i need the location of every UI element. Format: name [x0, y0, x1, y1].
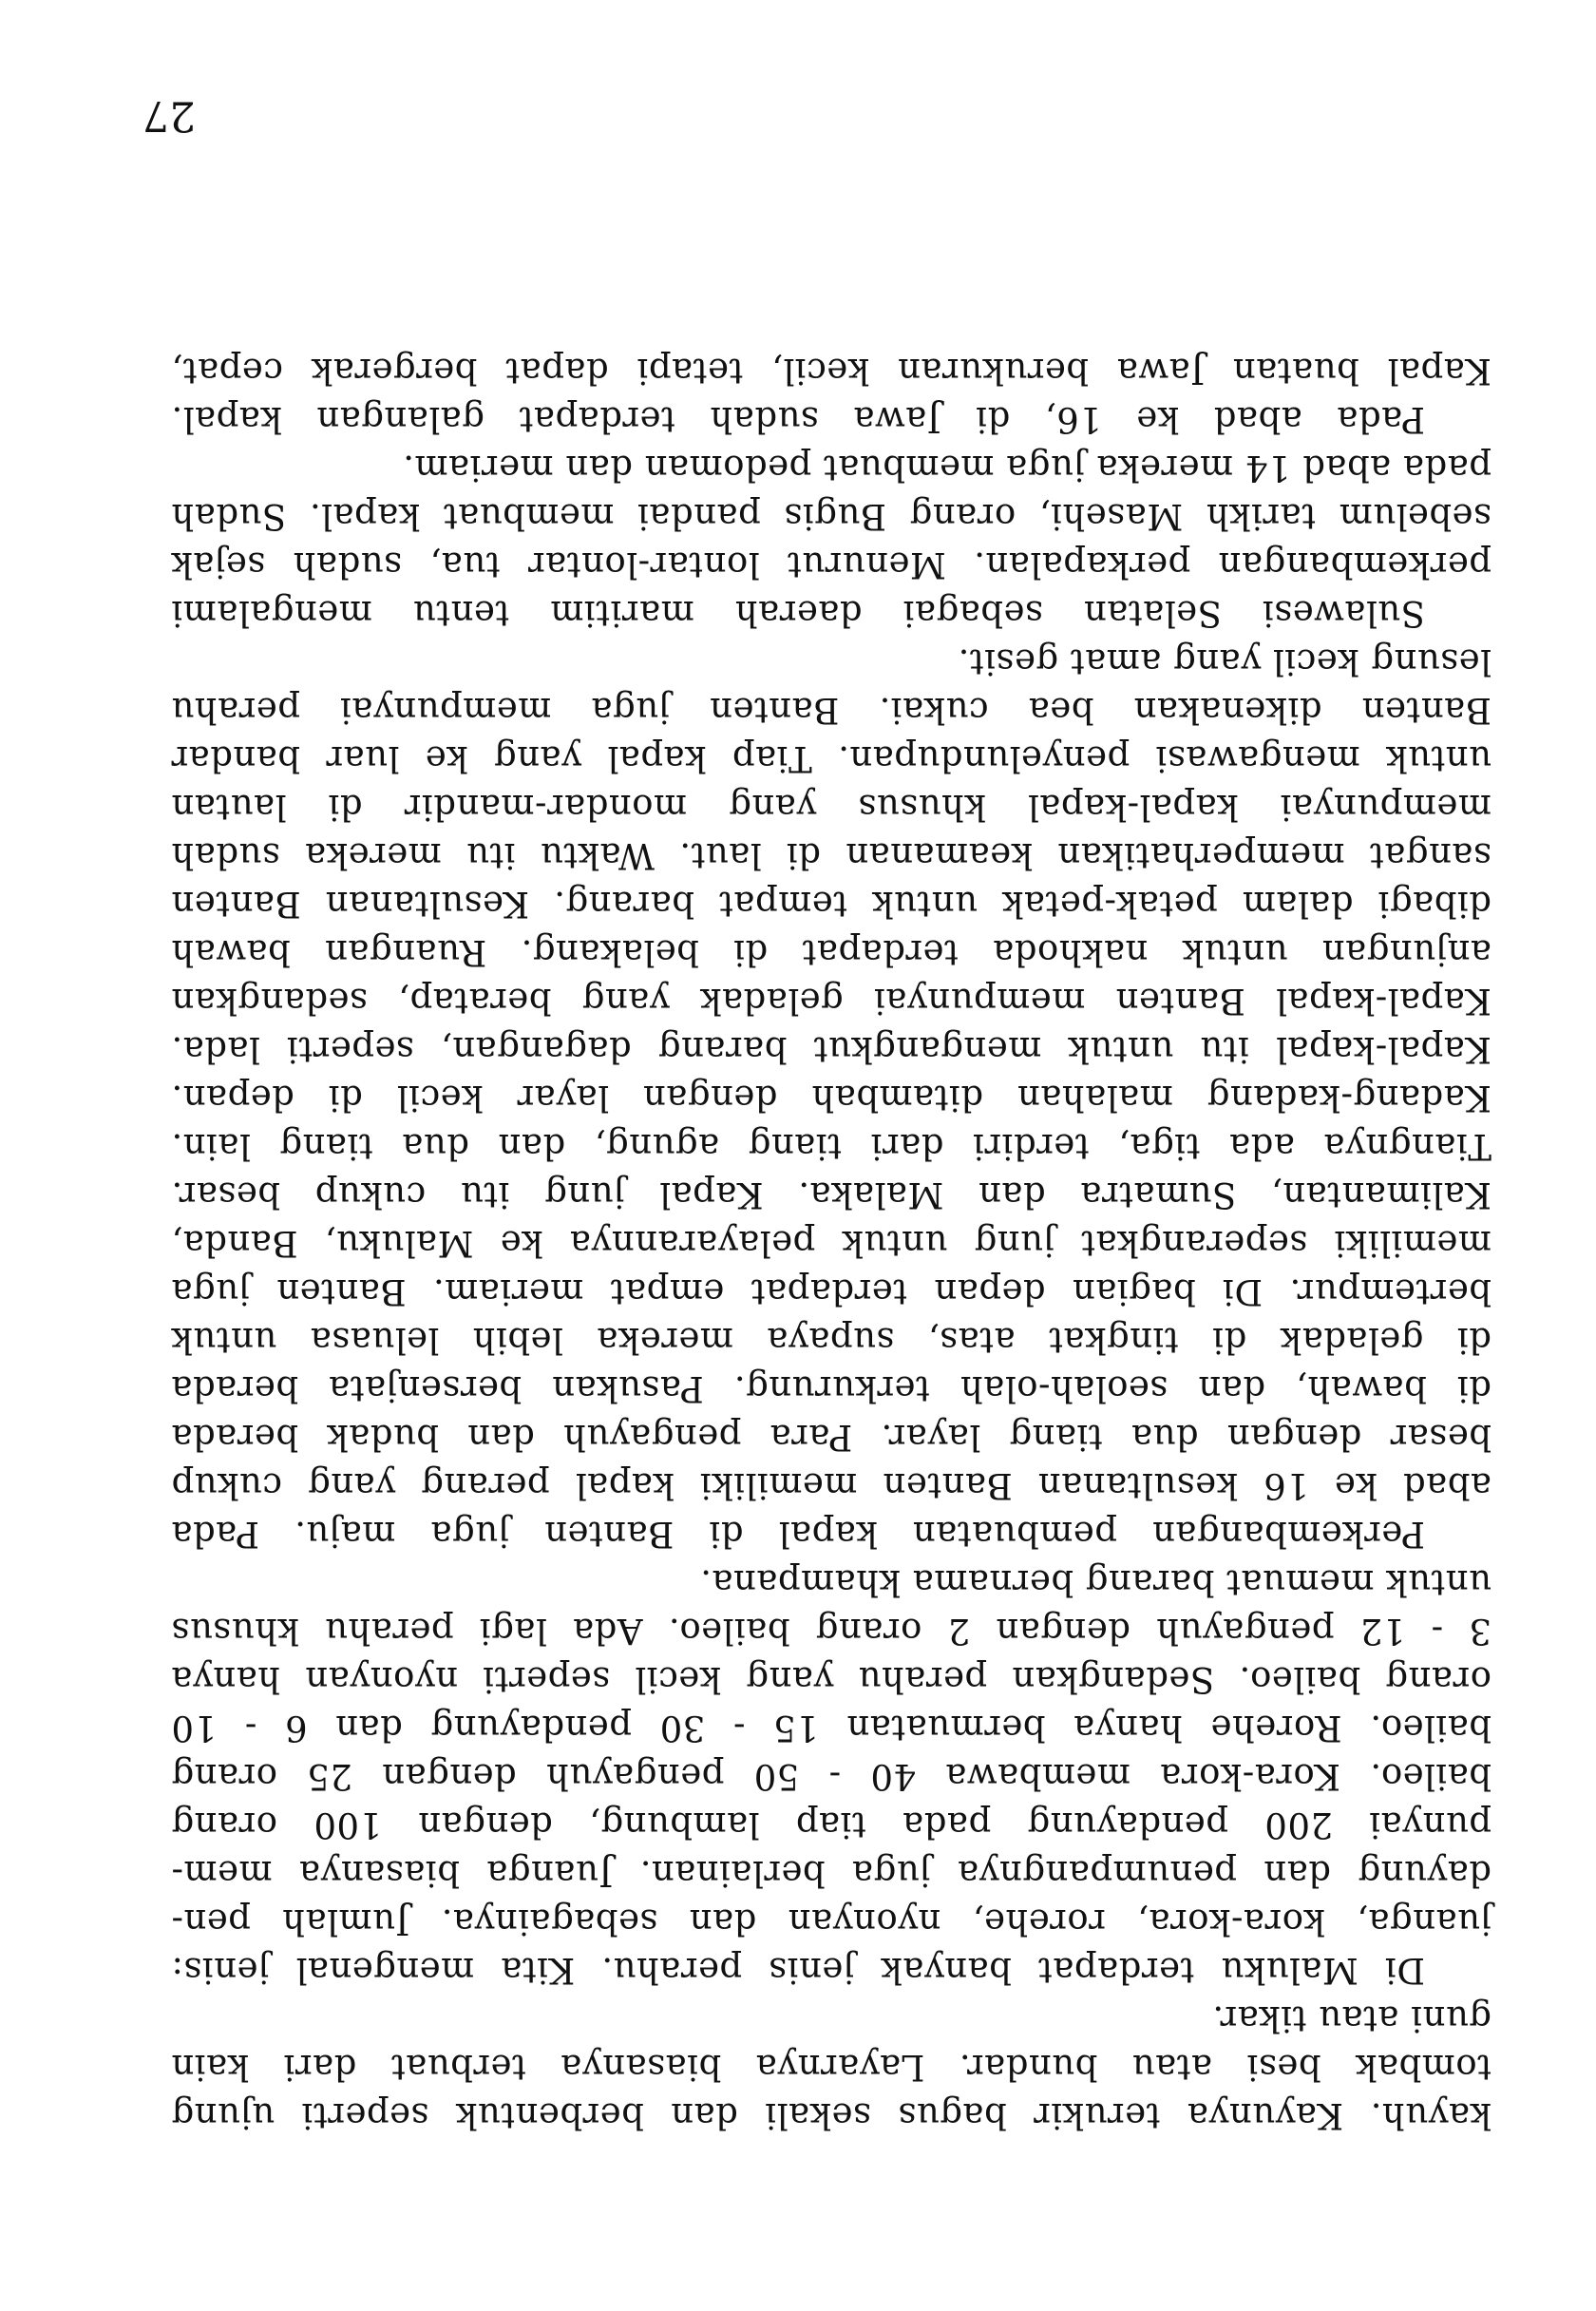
text-line: di bawah, dan seolah-olah terkurung. Pasukan bersenjata berada	[171, 1368, 1492, 1409]
text-line: abad ke 16 kesultanan Banten memiliki kapal perang yang cukup	[171, 1465, 1492, 1506]
text-line: Tiangnya ada tiga, terdiri dari tiang agung, dan dua tiang lain.	[171, 1126, 1492, 1167]
text-line: di geladak di tingkat atas, supaya mereka lebih leluasa untuk	[171, 1320, 1492, 1361]
text-line: besar dengan dua tiang layar. Para pengayuh dan budak berada	[171, 1417, 1492, 1458]
text-line: Kapal-kapal itu untuk mengangkut barang dagangan, seperti lada.	[171, 1029, 1492, 1070]
text-line: lesung kecil yang amat gesit.	[958, 641, 1492, 682]
text-line: dibagi dalam petak-petak untuk tempat barang. Kesultanan Banten	[171, 884, 1492, 925]
body-text	[171, 347, 1492, 2140]
text-line: juanga, kora-kora, rorehe, nyonyan dan sebagainya. Jumlah pen-	[171, 1901, 1492, 1942]
text-line: Kalimantan, Sumatra dan Malaka. Kapal jung itu cukup besar.	[171, 1175, 1492, 1215]
text-line: Perkembangan pembuatan kapal di Banten juga maju. Pada	[171, 1514, 1425, 1555]
text-line: pada abad 14 mereka juga membuat pedoman dan meriam.	[402, 448, 1492, 488]
text-line: memiliki seperangkat jung untuk pelayarannya ke Maluku, Banda,	[171, 1223, 1492, 1264]
text-line: Pada abad ke 16, di Jawa sudah terdapat galangan kapal.	[171, 399, 1425, 440]
text-line: kayuh. Kayunya terukir bagus sekali dan berbentuk seperti ujung	[171, 2095, 1492, 2136]
text-line: bertempur. Di bagian depan terdapat empat meriam. Banten juga	[171, 1271, 1492, 1312]
text-line: Sulawesi Selatan sebagai daerah maritim tentu mengalami	[171, 593, 1425, 634]
text-line: anjungan untuk nakhoda terdapat di belakang. Ruangan bawah	[171, 932, 1492, 973]
text-line: tombak besi atau bundar. Layarnya biasanya terbuat dari kain	[171, 2047, 1492, 2088]
text-line: Di Maluku terdapat banyak jenis perahu. Kita mengenal jenis:	[171, 1950, 1425, 1991]
text-line: baileo. Kora-kora membawa 40 - 50 pengayuh dengan 25 orang	[171, 1756, 1492, 1797]
text-line: 3 - 12 pengayuh dengan 2 orang baileo. Ada lagi perahu khusus	[171, 1611, 1492, 1652]
page-number: 27	[142, 91, 196, 140]
text-line: punyai 200 pendayung pada tiap lambung, dengan 100 orang	[171, 1805, 1492, 1845]
text-line: perkembangan perkapalan. Menurut lontar-lontar tua, sudah sejak	[171, 544, 1492, 585]
text-line: Kapal-kapal Banten mempunyai geladak yang beratap, sedangkan	[171, 981, 1492, 1022]
text-line: orang baileo. Sedangkan perahu yang kecil seperti nyonyan hanya	[171, 1659, 1492, 1700]
text-line: untuk mengawasi penyelundupan. Tiap kapal yang ke luar bandar	[171, 738, 1492, 779]
text-line: sangat memperhatikan keamanan di laut. Waktu itu mereka sudah	[171, 835, 1492, 876]
text-line: baileo. Rorehe hanya bermuatan 15 - 30 pendayung dan 6 - 10	[171, 1708, 1492, 1748]
text-line: Banten dikenakan bea cukai. Banten juga mempunyai perahu	[171, 690, 1492, 731]
text-line: dayung dan penumpangnya juga berlainan. Juanga biasanya mem-	[171, 1853, 1492, 1894]
text-line: mempunyai kapal-kapal khusus yang mondar-mandir di lautan	[171, 787, 1492, 828]
text-line: untuk memuat barang bernama khampana.	[699, 1562, 1492, 1603]
text-line: Kapal buatan Jawa berukuran kecil, tetapi dapat bergerak cepat,	[171, 351, 1492, 392]
text-line: Kadang-kadang malahan ditambah dengan layar kecil di depan.	[171, 1078, 1492, 1118]
text-line: guni atau tikar.	[1211, 1998, 1492, 2039]
text-line: sebelum tarikh Masehi, orang Bugis pandai membuat kapal. Sudah	[171, 496, 1492, 537]
